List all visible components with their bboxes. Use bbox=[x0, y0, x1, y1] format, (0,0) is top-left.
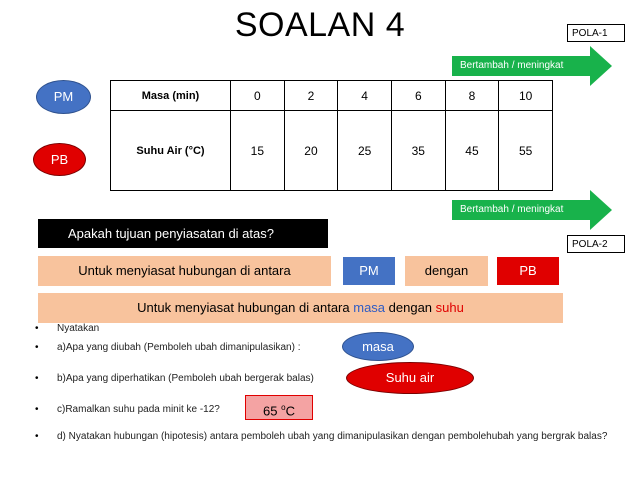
table-cell: 15 bbox=[231, 111, 285, 191]
bullet-text: a)Apa yang diubah (Pemboleh ubah dimanipulasikan) : bbox=[57, 342, 301, 353]
table-cell: 20 bbox=[284, 111, 338, 191]
answer-2-box bbox=[38, 293, 563, 323]
arrow-head bbox=[590, 190, 612, 230]
arrow-head bbox=[590, 46, 612, 86]
pm-oval: PM bbox=[36, 80, 91, 114]
table-row bbox=[111, 111, 553, 191]
row-header-suhu: Suhu Air (°C) bbox=[111, 111, 231, 191]
prediction-box bbox=[245, 395, 313, 420]
table-cell: 25 bbox=[338, 111, 392, 191]
table-cell: 2 bbox=[284, 81, 338, 111]
table-cell: 0 bbox=[231, 81, 285, 111]
answer-1-pm: PM bbox=[343, 257, 395, 285]
answer-2-prefix: Untuk menyiasat hubungan di antara bbox=[137, 300, 354, 315]
table-row bbox=[111, 81, 553, 111]
bullet-icon: • bbox=[35, 373, 39, 384]
answer-2-mid: dengan bbox=[385, 300, 436, 315]
bullet-icon: • bbox=[35, 431, 39, 442]
answer-2-masa: masa bbox=[353, 300, 386, 315]
answer-2-suhu: suhu bbox=[435, 300, 464, 315]
table-cell: 8 bbox=[445, 81, 499, 111]
slide-title: SOALAN 4 bbox=[234, 6, 406, 44]
pb-oval: PB bbox=[33, 143, 86, 176]
bullet-text: c)Ramalkan suhu pada minit ke -12? bbox=[57, 404, 220, 415]
bullet-text: b)Apa yang diperhatikan (Pemboleh ubah bergerak balas) bbox=[57, 373, 314, 384]
arrow-right-icon bbox=[452, 190, 612, 230]
table-cell: 35 bbox=[391, 111, 445, 191]
answer-1-pb: PB bbox=[497, 257, 559, 285]
table-cell: 55 bbox=[499, 111, 553, 191]
data-table bbox=[110, 80, 553, 191]
pola-1-label: POLA-1 bbox=[567, 24, 625, 42]
row-header-masa: Masa (min) bbox=[111, 81, 231, 111]
pola-2-label: POLA-2 bbox=[567, 235, 625, 253]
masa-answer-oval: masa bbox=[342, 332, 414, 361]
bullet-text: Nyatakan bbox=[57, 323, 100, 334]
suhu-answer-oval: Suhu air bbox=[346, 362, 474, 394]
bullet-icon: • bbox=[35, 323, 39, 334]
prediction-unit: C bbox=[285, 403, 295, 419]
arrow-label-bottom: Bertambah / meningkat bbox=[452, 200, 590, 220]
bullet-text: d) Nyatakan hubungan (hipotesis) antara pemboleh ubah yang dimanipulasikan dengan pembolehubah yang bergrak balas? bbox=[57, 431, 608, 442]
prediction-value: 65 bbox=[263, 403, 282, 419]
table-cell: 4 bbox=[338, 81, 392, 111]
bullet-icon: • bbox=[35, 342, 39, 353]
table-cell: 45 bbox=[445, 111, 499, 191]
prediction-degree: o bbox=[281, 403, 286, 412]
answer-1-box: Untuk menyiasat hubungan di antara bbox=[38, 256, 331, 286]
bullet-icon: • bbox=[35, 404, 39, 415]
table-cell: 6 bbox=[391, 81, 445, 111]
table-cell: 10 bbox=[499, 81, 553, 111]
question-box: Apakah tujuan penyiasatan di atas? bbox=[38, 219, 328, 248]
answer-1-dengan: dengan bbox=[405, 256, 488, 286]
arrow-label-top: Bertambah / meningkat bbox=[452, 56, 590, 76]
